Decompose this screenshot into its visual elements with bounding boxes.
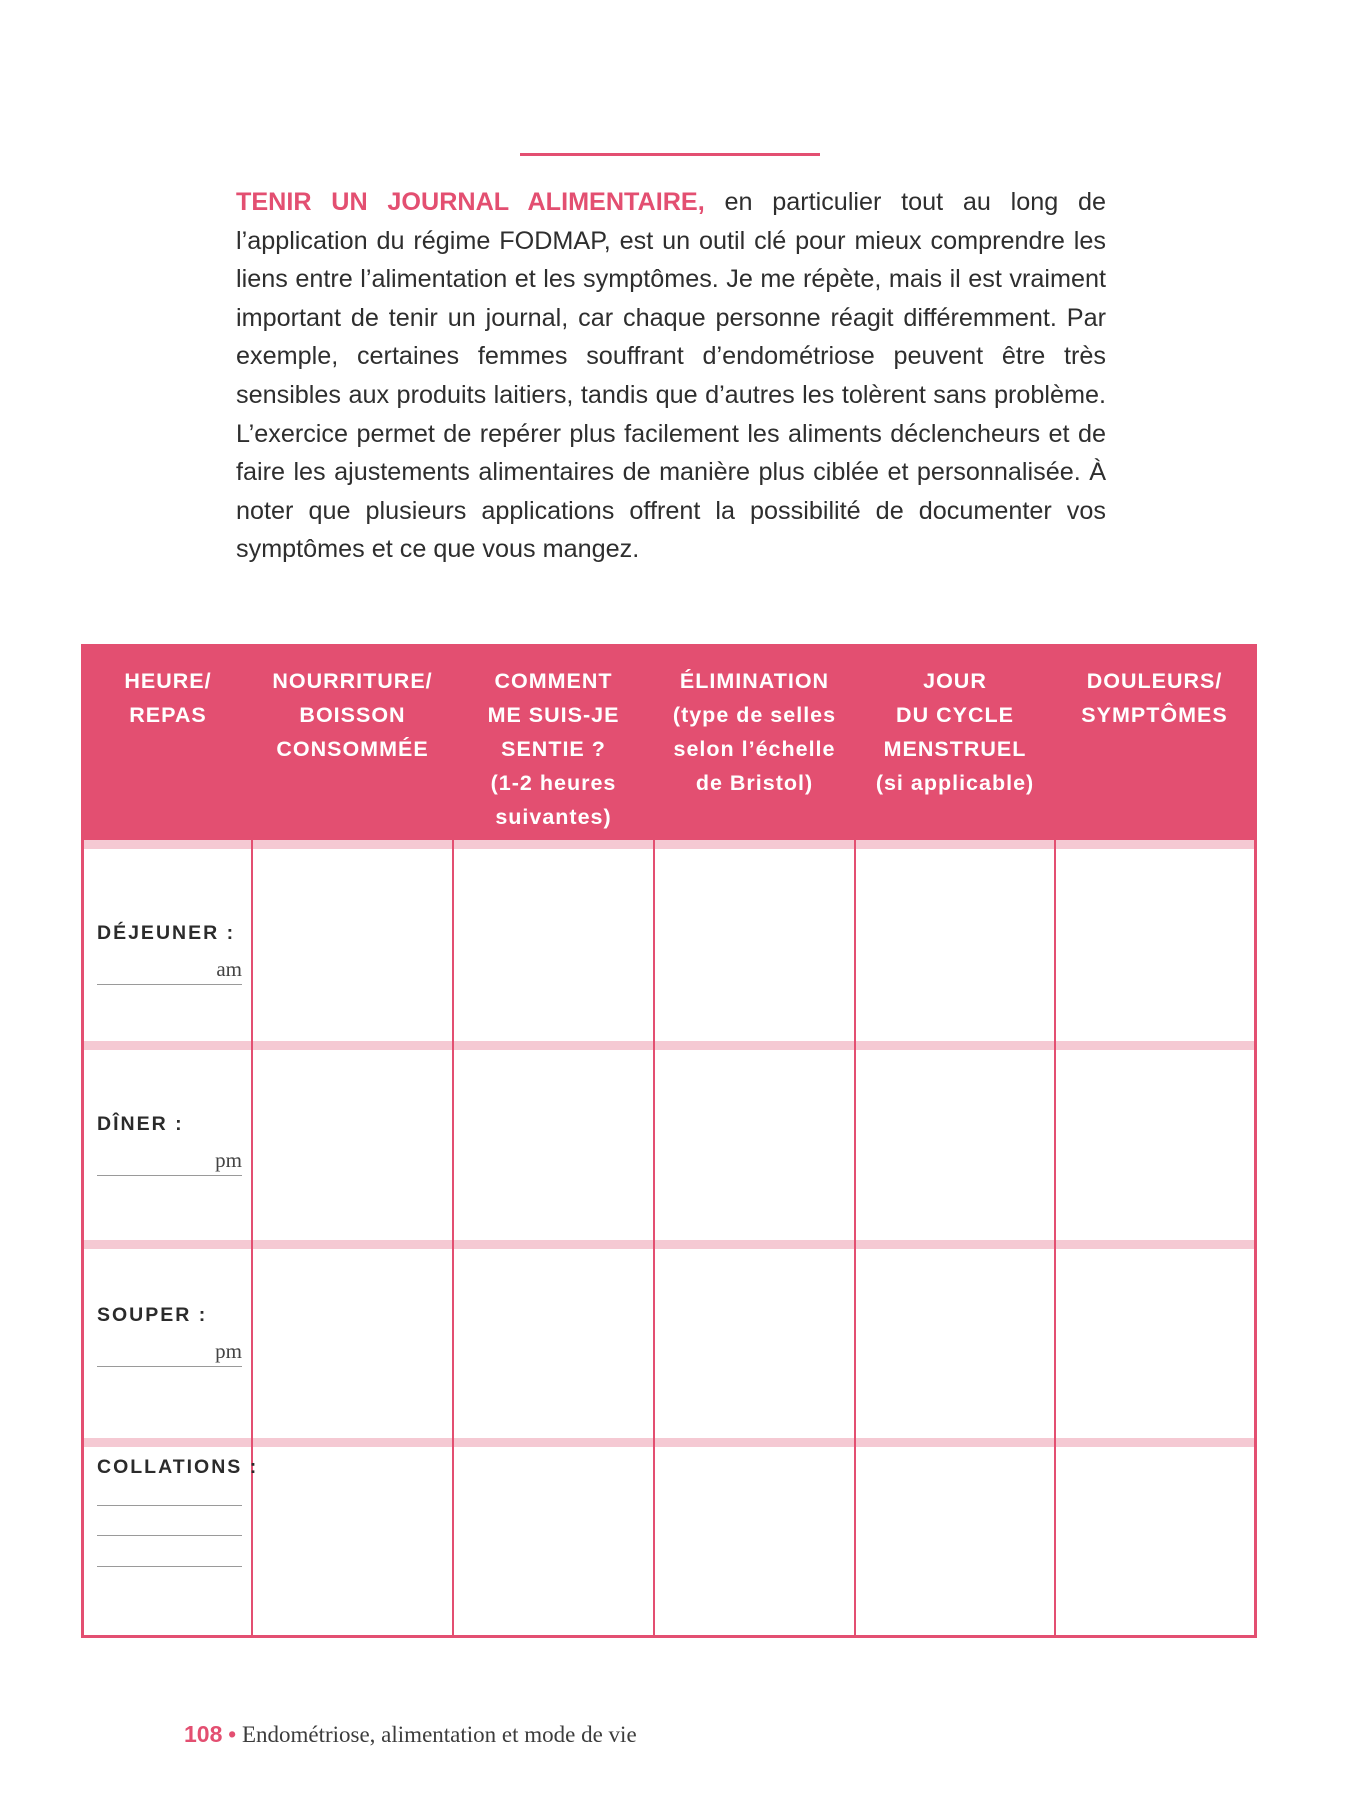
footer-separator: • [228,1721,237,1747]
am-suffix: am [216,957,242,981]
header-pain-symptoms: DOULEURS/ SYMPTÔMES [1081,669,1228,727]
lunch-time-line [97,1143,242,1176]
intro-lead: TENIR UN JOURNAL ALIMENTAIRE, [236,188,705,216]
food-journal-table [81,644,1257,1638]
intro-body: en particulier tout au long de l’application du régime FODMAP, est un outil clé pour mieux comprendre les liens entre l’alimentation et les symptômes. Je me répète, mais il est vraiment important de tenir un journal, car chaque personne réagit différemment. Par exemple, certaines femmes souffrant d’endométriose peuvent être très sensibles aux produits laitiers, tandis que d’autres les tolèrent sans problème. L’exercice permet de repérer plus facilement les aliments déclencheurs et de faire les ajustements alimentaires de manière plus ciblée et personnalisée. À noter que plusieurs applications offrent la possibilité de documenter vos symptômes et ce que vous mangez. [236,188,1106,564]
snack-line [97,1565,242,1567]
page-number: 108 [184,1721,223,1747]
header-food-drink: NOURRITURE/ BOISSON CONSOMMÉE [272,669,433,761]
column-divider [653,647,655,1635]
table-header-row [84,647,1254,840]
column-divider [452,647,454,1635]
pm-suffix: pm [215,1339,242,1363]
intro-paragraph [236,183,1106,569]
row-label-snacks: COLLATIONS : [97,1456,259,1478]
row-label-dinner: SOUPER : [97,1304,208,1326]
snack-line [97,1534,242,1536]
row-separator [84,840,1254,849]
book-title: Endométriose, alimentation et mode de vie [241,1722,637,1747]
header-cycle-day: JOUR DU CYCLE MENSTRUEL (si applicable) [875,669,1035,795]
column-divider [854,647,856,1635]
snack-line [97,1504,242,1506]
dinner-time-line [97,1334,242,1367]
header-time-meal: HEURE/ REPAS [124,669,212,727]
row-label-lunch: DÎNER : [97,1113,184,1135]
row-separator [84,1438,1254,1447]
header-elimination: ÉLIMINATION (type de selles selon l’échelle de Bristol) [672,669,837,795]
pm-suffix: pm [215,1148,242,1172]
header-how-i-felt: COMMENT ME SUIS-JE SENTIE ? (1-2 heures suivantes) [487,669,620,829]
row-label-breakfast: DÉJEUNER : [97,922,236,944]
column-divider [251,647,253,1635]
breakfast-time-line [97,952,242,985]
column-divider [1054,647,1056,1635]
top-decorative-rule [520,153,820,156]
page-footer [184,1721,637,1748]
row-separator [84,1240,1254,1249]
row-separator [84,1041,1254,1050]
